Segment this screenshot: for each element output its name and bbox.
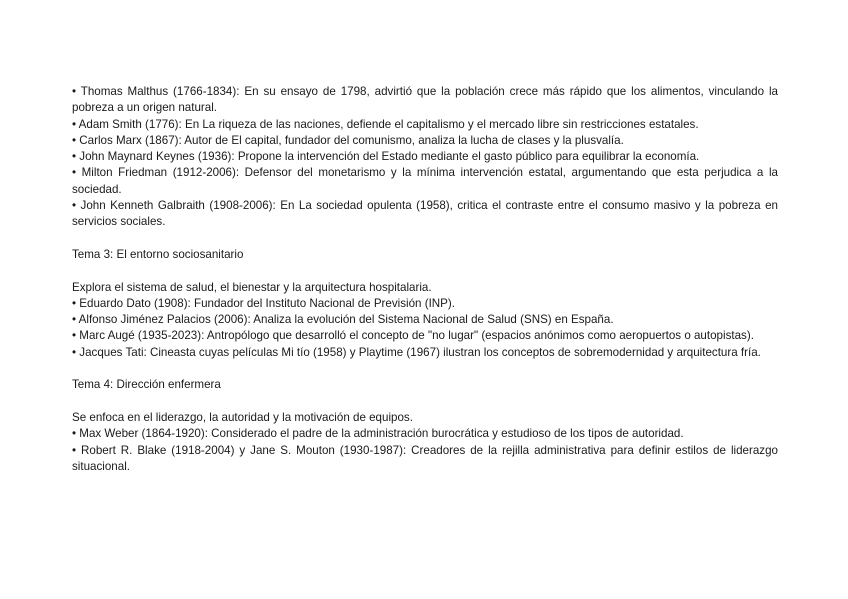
bullet-item-galbraith: • John Kenneth Galbraith (1908-2006): En La sociedad opulenta (1958), critica el contraste entre el consumo masivo y la pobreza en servicios sociales. [72,199,778,229]
section-spacer [72,394,778,410]
bullet-item-marx: • Carlos Marx (1867): Autor de El capital, fundador del comunismo, analiza la lucha de clases y la plusvalía. [72,133,624,147]
document-page [72,84,778,475]
tema3-section [72,247,778,361]
bullet-item-blake-mouton: • Robert R. Blake (1918-2004) y Jane S. Mouton (1930-1987): Creadores de la rejilla administrativa para definir estilos de liderazgo situacional. [72,443,778,473]
tema3-heading: Tema 3: El entorno sociosanitario [72,247,244,261]
tema4-description: Se enfoca en el liderazgo, la autoridad y la motivación de equipos. [72,410,413,424]
section-spacer [72,361,778,377]
intro-bullet-list [72,84,778,231]
bullet-item-weber: • Max Weber (1864-1920): Considerado el padre de la administración burocrática y estudioso de los tipos de autoridad. [72,427,684,441]
bullet-item-keynes: • John Maynard Keynes (1936): Propone la intervención del Estado mediante el gasto público para equilibrar la economía. [72,150,700,164]
bullet-item-friedman: • Milton Friedman (1912-2006): Defensor del monetarismo y la mínima intervención estatal, argumentando que esta perjudica a la sociedad. [72,166,778,196]
section-spacer [72,231,778,247]
bullet-item-jimenez: • Alfonso Jiménez Palacios (2006): Analiza la evolución del Sistema Nacional de Salud (SNS) en España. [72,313,614,327]
bullet-item-smith: • Adam Smith (1776): En La riqueza de las naciones, defiende el capitalismo y el mercado libre sin restricciones estatales. [72,117,699,131]
tema4-heading: Tema 4: Dirección enfermera [72,378,221,392]
bullet-item-tati: • Jacques Tati: Cineasta cuyas películas Mi tío (1958) y Playtime (1967) ilustran los conceptos de sobremodernidad y arquitectura fría. [72,345,761,359]
section-spacer [72,263,778,279]
tema3-description: Explora el sistema de salud, el bienestar y la arquitectura hospitalaria. [72,280,432,294]
bullet-item-malthus: • Thomas Malthus (1766-1834): En su ensayo de 1798, advirtió que la población crece más rápido que los alimentos, vinculando la pobreza a un origen natural. [72,85,778,115]
tema4-section [72,377,778,475]
bullet-item-auge: • Marc Augé (1935-2023): Antropólogo que desarrolló el concepto de "no lugar" (espacios anónimos como aeropuertos o autopistas). [72,329,754,343]
bullet-item-dato: • Eduardo Dato (1908): Fundador del Instituto Nacional de Previsión (INP). [72,296,455,310]
